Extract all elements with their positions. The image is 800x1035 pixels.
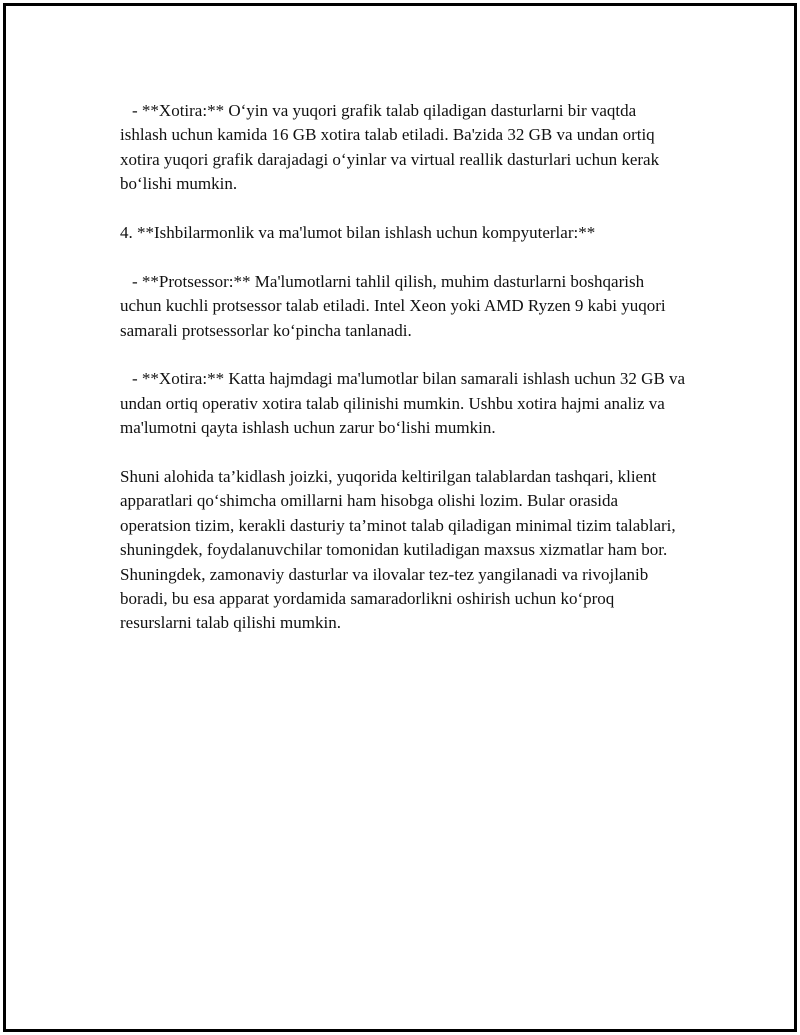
document-page [3, 3, 797, 1032]
paragraph-processor-business: - **Protsessor:** Ma'lumotlarni tahlil qilish, muhim dasturlarni boshqarish uchun kuchli protsessor talab etiladi. Intel Xeon yoki AMD Ryzen 9 kabi yuqori samarali protsessorlar ko‘pincha tanlanadi. [120, 271, 666, 340]
paragraph-conclusion: Shuni alohida ta’kidlash joizki, yuqorida keltirilgan talablardan tashqari, klient apparatlari qo‘shimcha omillarni ham hisobga olishi lozim. Bular orasida operatsion tizim, kerakli dasturiy ta’minot talab qiladigan minimal tizim talablari, shuningdek, foydalanuvchilar tomonidan kutiladigan maxsus xizmatlar ham bor. Shuningdek, zamonaviy dasturlar va ilovalar tez-tez yangilanadi va rivojlanib boradi, bu esa apparat yordamida samaradorlikni oshirish uchun ko‘proq resurslarni talab qilishi mumkin. [120, 467, 676, 633]
paragraph-memory-gaming: - **Xotira:** O‘yin va yuqori grafik talab qiladigan dasturlarni bir vaqtda ishlash uchun kamida 16 GB xotira talab etiladi. Ba'zida 32 GB va undan ortiq xotira yuqori grafik darajadagi o‘yinlar va virtual reallik dasturlari uchun kerak bo‘lishi mumkin. [120, 101, 660, 194]
paragraph-memory-business: - **Xotira:** Katta hajmdagi ma'lumotlar bilan samarali ishlash uchun 32 GB va undan ortiq operativ xotira talab qilinishi mumkin. Ushbu xotira hajmi analiz va ma'lumotni qayta ishlash uchun zarur bo‘lishi mumkin. [120, 369, 686, 438]
document-body [120, 99, 686, 660]
paragraph-business-heading: 4. **Ishbilarmonlik va ma'lumot bilan ishlash uchun kompyuterlar:** [120, 223, 596, 243]
